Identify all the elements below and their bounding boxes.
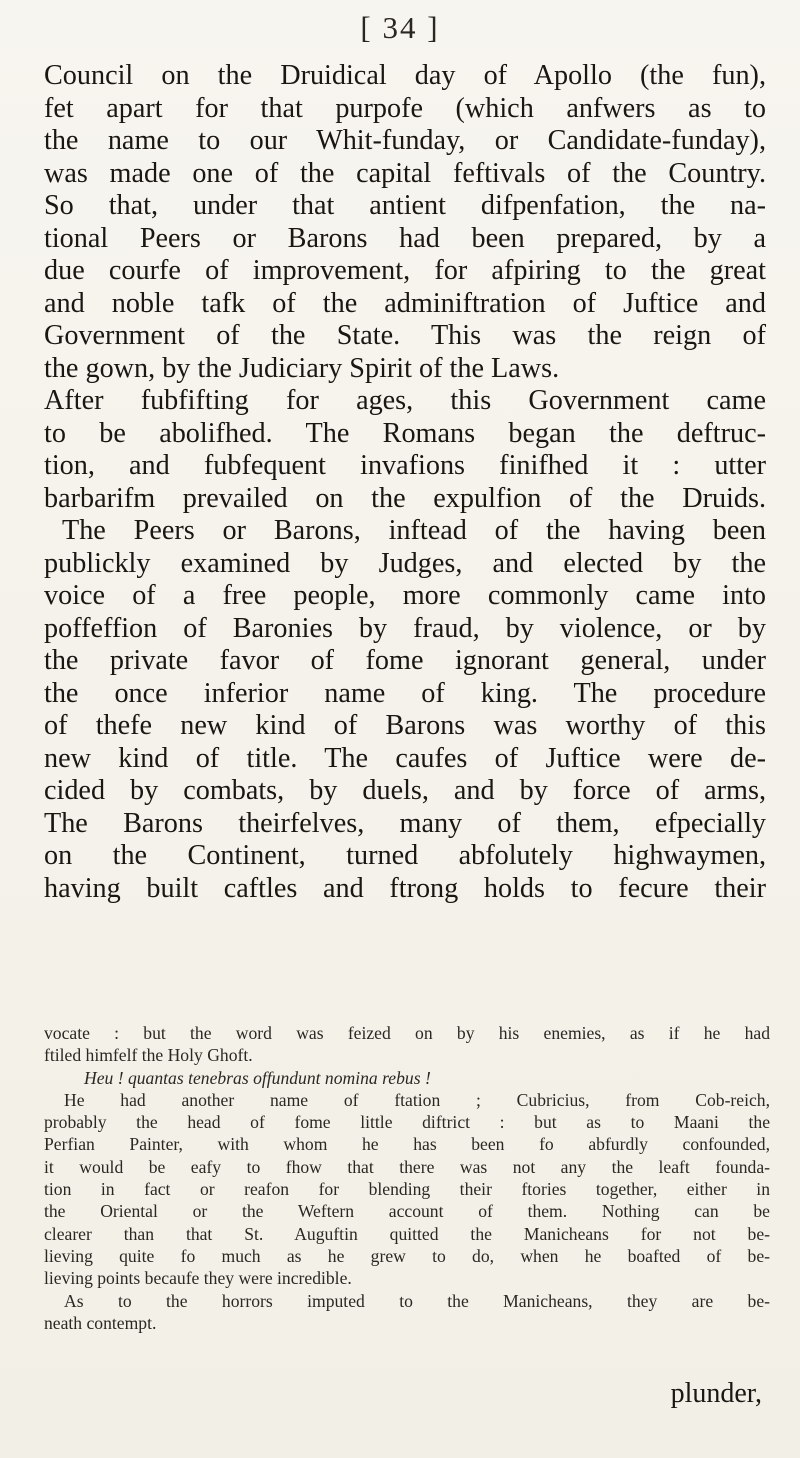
footnote-line: clearer than that St. Auguftin quitted the Manicheans for not be- (44, 1223, 770, 1244)
text-line: poffeffion of Baronies by fraud, by violence, or by (44, 612, 766, 644)
text-line: Government of the State. This was the reign of (44, 320, 766, 351)
text-line: So that, under that antient difpenfation, the na- (44, 190, 766, 221)
footnote-line: it would be eafy to fhow that there was not any the leaft founda- (44, 1156, 770, 1177)
text-line: and noble tafk of the adminiftration of Juftice and (44, 287, 766, 319)
footnote-line: Perfian Painter, with whom he has been fo abfurdly confounded, (44, 1134, 770, 1155)
footnote-line: probably the head of fome little diftrict : but as to Maani the (44, 1112, 770, 1133)
text-line: Council on the Druidical day of Apollo (the fun), (44, 60, 766, 91)
text-line: was made one of the capital feftivals of the Country. (44, 157, 766, 189)
text-line: After fubfifting for ages, this Government came (44, 385, 766, 416)
footnote-line: lieving points becaufe they were incredible. (44, 1268, 352, 1289)
footnote-line: vocate : but the word was feized on by his enemies, as if he had (44, 1023, 770, 1043)
text-line: new kind of title. The caufes of Juftice were de- (44, 742, 766, 774)
footnote-line: Heu ! quantas tenebras offundunt nomina rebus ! (84, 1067, 431, 1088)
footnote-line: ftiled himfelf the Holy Ghoft. (44, 1045, 253, 1066)
footnote-line: tion in fact or reafon for blending their ftories together, either in (44, 1179, 770, 1200)
text-line: on the Continent, turned abfolutely highwaymen, (44, 840, 766, 871)
text-line: The Barons theirfelves, many of them, efpecially (44, 807, 766, 839)
footnote-line: neath contempt. (44, 1312, 157, 1333)
text-line: voice of a free people, more commonly came into (44, 580, 766, 611)
page-number: [ 34 ] (360, 10, 440, 45)
footnote-block (44, 1022, 770, 1334)
footnote-line: As to the horrors imputed to the Manicheans, they are be- (64, 1290, 770, 1311)
footnote-line: He had another name of ftation ; Cubricius, from Cob-reich, (64, 1089, 770, 1110)
main-text-block (44, 60, 766, 905)
text-line: publickly examined by Judges, and elected by the (44, 547, 766, 579)
text-line: the name to our Whit-funday, or Candidate-funday), (44, 125, 766, 156)
catchword: plunder, (670, 1378, 762, 1409)
text-line: having built caftles and ftrong holds to fecure their (44, 872, 766, 904)
text-line: due courfe of improvement, for afpiring to the great (44, 255, 766, 286)
footnote-line: the Oriental or the Weftern account of them. Nothing can be (44, 1201, 770, 1222)
text-line: The Peers or Barons, inftead of the having been (62, 515, 766, 546)
text-line: to be abolifhed. The Romans began the deftruc- (44, 417, 766, 449)
text-line: of thefe new kind of Barons was worthy of this (44, 710, 766, 741)
text-line: barbarifm prevailed on the expulfion of the Druids. (44, 482, 766, 514)
text-line: tion, and fubfequent invafions finifhed it : utter (44, 450, 766, 481)
text-line: the gown, by the Judiciary Spirit of the Laws. (44, 352, 560, 384)
text-line: cided by combats, by duels, and by force of arms, (44, 775, 766, 806)
text-line: the private favor of fome ignorant general, under (44, 645, 766, 676)
footnote-line: lieving quite fo much as he grew to do, when he boafted of be- (44, 1245, 770, 1266)
text-line: tional Peers or Barons had been prepared, by a (44, 222, 766, 254)
text-line: fet apart for that purpofe (which anfwers as to (44, 92, 766, 124)
text-line: the once inferior name of king. The procedure (44, 677, 766, 709)
